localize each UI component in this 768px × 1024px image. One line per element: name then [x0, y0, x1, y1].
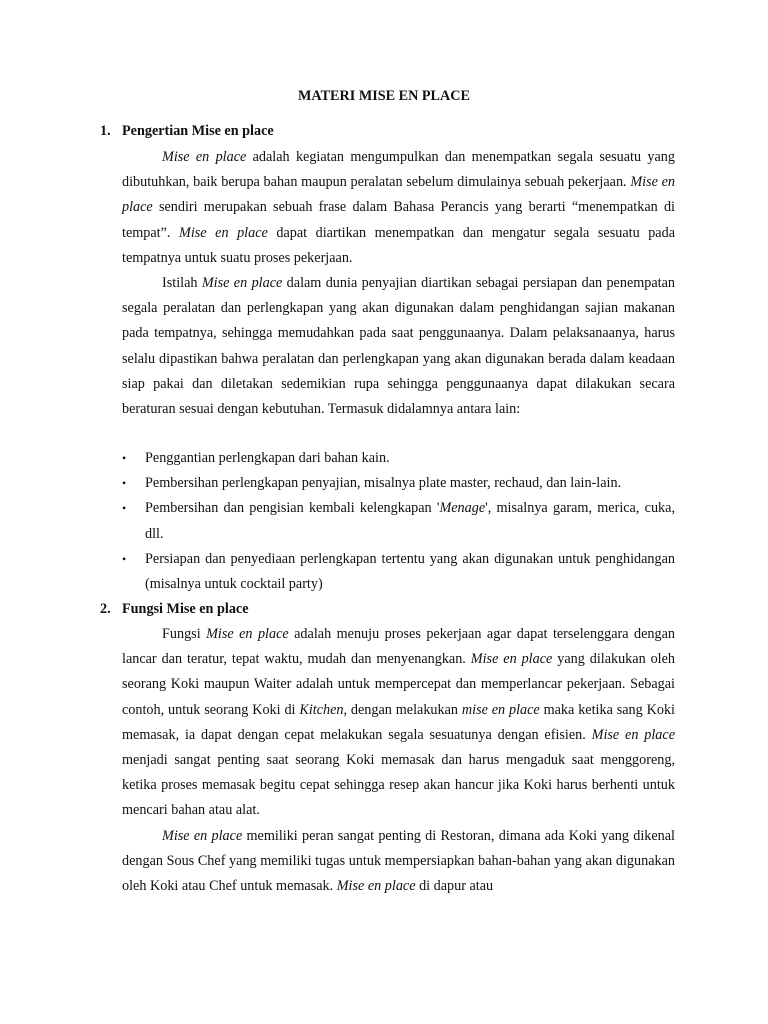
paragraph-text: menjadi sangat penting saat seorang Koki memasak dan harus mengaduk saat menggoreng, ketika proses memasak begitu cepat sehingga resep akan hancur jika Koki harus berhenti untuk mencari bahan atau alat. — [122, 752, 675, 819]
paragraph-text: yang dilakukan oleh seorang Koki maupun Waiter adalah untuk mempercepat dan memperlancar pekerjaan. Sebagai contoh, untuk seorang Koki di — [122, 651, 676, 718]
page-title: MATERI MISE EN PLACE — [298, 88, 470, 104]
paragraph — [122, 622, 675, 824]
italic-term: Mise en place — [470, 651, 553, 668]
paragraph-text: dapat diartikan menempatkan dan mengatur segala sesuatu pada tempatnya untuk suatu proses pekerjaan. — [122, 224, 675, 266]
bullet-icon: • — [122, 451, 127, 465]
italic-term: Kitchen — [299, 701, 344, 718]
list-item — [122, 471, 675, 496]
paragraph-text: dalam dunia penyajian diartikan sebagai persiapan dan penempatan segala peralatan dan perlengkapan yang akan digunakan dalam penghidangan sajian makanan pada tempatnya, sehingga memudahkan pada saat penggunaanya. Dalam pelaksanaanya, harus selalu dipastikan bahwa peralatan dan perlengkapan yang akan digunakan berada dalam keadaan siap pakai dan diletakan sedemikian rupa sehingga penggunaanya dapat dilakukan secara beraturan sesuai dengan kebutuhan. Termasuk didalamnya antara lain: — [122, 275, 675, 418]
list-item-text: ', misalnya garam, merica, cuka, dll. — [145, 500, 675, 542]
list-item-text: Persiapan dan penyediaan perlengkapan tertentu yang akan digunakan untuk penghidangan (misalnya untuk cocktail party) — [145, 550, 675, 593]
bullet-icon: • — [122, 551, 127, 566]
list-item — [122, 446, 675, 471]
paragraph-text: di dapur atau — [415, 878, 494, 895]
italic-term: Mise en place — [591, 726, 675, 743]
paragraph-text: sendiri merupakan sebuah frase dalam Bahasa Perancis yang berarti “menempatkan di tempat”. — [122, 199, 675, 241]
bullet-icon: • — [122, 476, 127, 491]
bullet-list — [122, 446, 675, 597]
section-heading-1 — [100, 119, 680, 144]
paragraph-text: Istilah — [162, 275, 202, 292]
paragraph-text: maka ketika sang Koki memasak, ia dapat dengan cepat melakukan segala sesuatunya dengan efisien. — [122, 701, 675, 743]
section-number: 2. — [100, 601, 111, 617]
paragraph-text: adalah menuju proses pekerjaan agar dapat terselenggara dengan lancar dan teratur, tepat waktu, mudah dan menyenangkan. — [122, 626, 675, 668]
paragraph — [122, 271, 675, 422]
italic-term: Mise en place — [206, 626, 289, 642]
section-1-body — [122, 145, 675, 422]
list-item — [122, 496, 675, 546]
paragraph — [122, 824, 675, 900]
italic-term: Mise en place — [336, 878, 416, 895]
paragraph — [122, 145, 675, 271]
paragraph-text: memiliki peran sangat penting di Restoran, dimana ada Koki yang dikenal dengan Sous Chef yang memiliki tugas untuk mempersiapkan bahan-bahan yang akan digunakan oleh Koki atau Chef untuk memasak. — [122, 827, 675, 895]
section-title: Fungsi Mise en place — [122, 601, 249, 617]
italic-term: Mise en place — [162, 149, 247, 165]
list-item-text: Pembersihan perlengkapan penyajian, misalnya plate master, rechaud, dan lain-lain. — [145, 475, 622, 492]
paragraph-text: adalah kegiatan mengumpulkan dan menempatkan segala sesuatu yang dibutuhkan, baik berupa bahan maupun peralatan sebelum dimulainya sebuah pekerjaan. — [122, 149, 675, 191]
italic-term: Mise en place — [122, 174, 675, 216]
italic-term: mise en place — [461, 701, 540, 718]
section-number: 1. — [100, 123, 111, 139]
italic-term: Menage — [439, 500, 486, 517]
italic-term: Mise en place — [162, 827, 243, 844]
section-title: Pengertian Mise en place — [122, 123, 274, 139]
paragraph-text: , dengan melakukan — [343, 701, 462, 718]
italic-term: Mise en place — [201, 275, 283, 292]
list-item — [122, 547, 675, 597]
list-item-text: Pembersihan dan pengisian kembali kelengkapan ' — [145, 500, 440, 517]
section-2-body — [122, 622, 675, 899]
italic-term: Mise en place — [179, 224, 268, 241]
paragraph-text: Fungsi — [162, 626, 207, 642]
list-item-text: Penggantian perlengkapan dari bahan kain. — [145, 450, 390, 466]
bullet-icon: • — [122, 501, 127, 516]
section-heading-2 — [100, 597, 680, 622]
